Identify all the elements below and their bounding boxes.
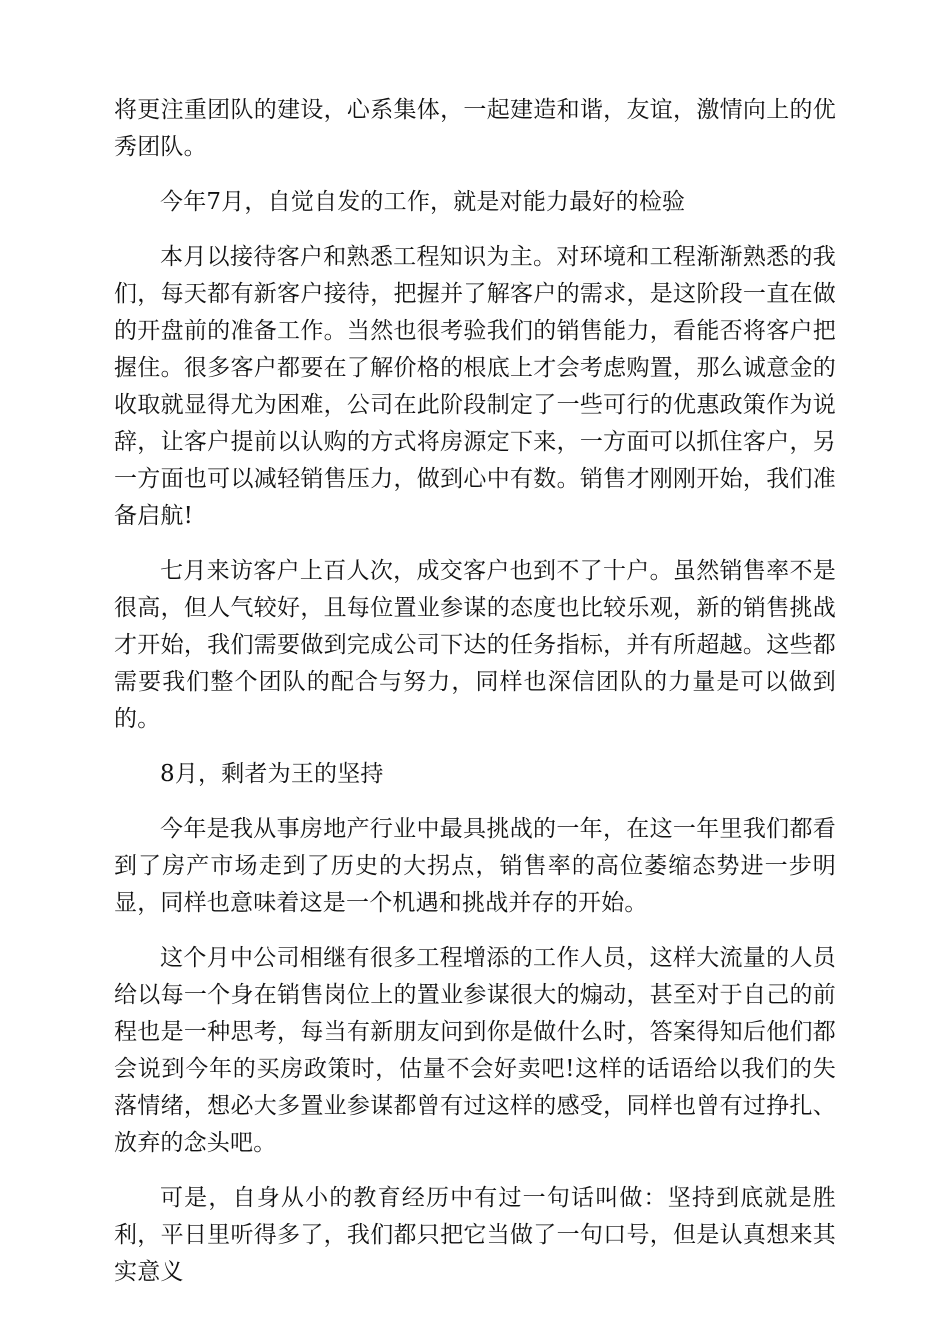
paragraph-perseverance: 可是，自身从小的教育经历中有过一句话叫做：坚持到底就是胜利，平日里听得多了，我们都只把它当做了一句口号，但是认真想来其实意义 [114,1185,836,1285]
paragraph-august-challenge: 今年是我从事房地产行业中最具挑战的一年，在这一年里我们都看到了房产市场走到了历史的大拐点，销售率的高位萎缩态势进一步明显，同样也意味着这是一个机遇和挑战并存的开始。 [114,816,836,916]
section-heading-july: 今年7月，自觉自发的工作，就是对能力最好的检验 [160,189,686,215]
paragraph-july-work: 本月以接待客户和熟悉工程知识为主。对环境和工程渐渐熟悉的我们，每天都有新客户接待，把握并了解客户的需求，是这阶段一直在做的开盘前的准备工作。当然也很考验我们的销售能力，看能否将客户把握住。很多客户都要在了解价格的根底上才会考虑购置，那么诚意金的收取就显得尤为困难，公司在此阶段制定了一些可行的优惠政策作为说辞，让客户提前以认购的方式将房源定下来，一方面可以抓住客户，另一方面也可以减轻销售压力，做到心中有数。销售才刚刚开始，我们准备启航! [114,244,836,529]
paragraph-team-building: 将更注重团队的建设，心系集体，一起建造和谐，友谊，激情向上的优秀团队。 [114,97,836,160]
document-body [114,92,836,1309]
paragraph-august-staff: 这个月中公司相继有很多工程增添的工作人员，这样大流量的人员给以每一个身在销售岗位上的置业参谋很大的煽动，甚至对于自己的前程也是一种思考，每当有新朋友问到你是做什么时，答案得知后他们都会说到今年的买房政策时，估量不会好卖吧!这样的话语给以我们的失落情绪，想必大多置业参谋都曾有过这样的感受，同样也曾有过挣扎、放弃的念头吧。 [114,945,836,1156]
paragraph-july-visitors: 七月来访客户上百人次，成交客户也到不了十户。虽然销售率不是很高，但人气较好，且每位置业参谋的态度也比较乐观，新的销售挑战才开始，我们需要做到完成公司下达的任务指标，并有所超越。这些都需要我们整个团队的配合与努力，同样也深信团队的力量是可以做到的。 [114,558,836,732]
section-heading-august: 8月，剩者为王的坚持 [160,761,384,787]
